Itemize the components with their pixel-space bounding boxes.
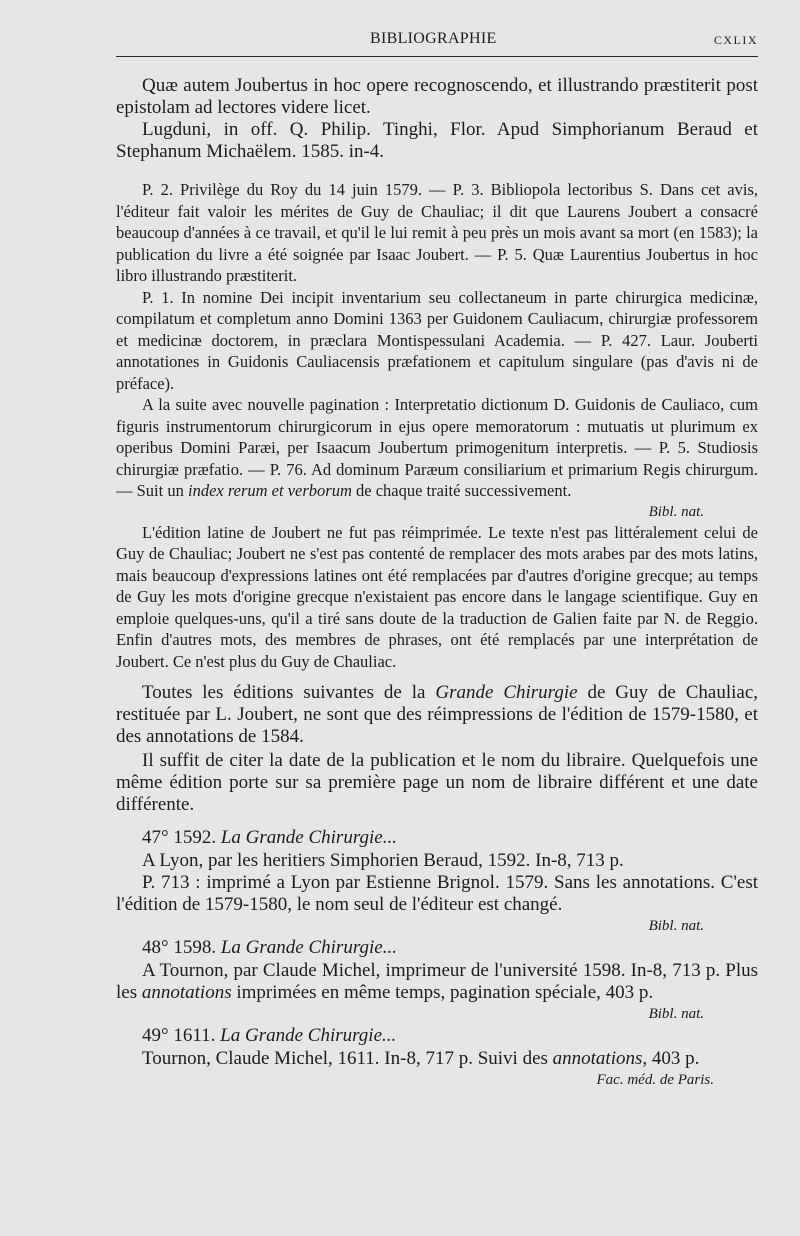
library-source: Bibl. nat. [648,1006,704,1022]
note-paragraph-commentary: L'édition latine de Joubert ne fut pas réimprimée. Le texte n'est pas littéralement celui de Guy de Chauliac; Joubert ne s'est pas contenté de remplacer des mots arabes par des mots latins, mais beaucoup d'expressions latines ont été remplacées par d'autres d'origine grecque; au temps de Guy les mots d'origine grecque n'existaient pas encore dans le langage scientifique. Guy en emploie quelques-uns, qu'il a tiré sans doute de la traduction de Galien faite par N. de Reggio. Enfin d'autres mots, des membres de phrases, ont été remplacés par une interprétation de Joubert. Ce n'est plus du Guy de Chauliac. [116,522,758,671]
entry-number: 48° 1598. [142,937,217,958]
running-head [116,26,758,57]
body-section [116,682,758,816]
library-source: Bibl. nat. [648,503,704,520]
page-number: CXLIX [713,33,758,47]
entry-italic: annotations [141,982,232,1003]
note-paragraph-inventarium: P. 1. In nomine Dei incipit inventarium seu collectaneum in parte chirurgica medicinæ, compilatum et completum anno Domini 1363 per Guidonem Cauliacum, chirurgiæ professorem et medicinæ doctorem, in præclara Montispessulani Academia. — P. 427. Laur. Jouberti annotationes in Guidonis Cauliacensis præfationem et capitulum singulare (pas d'avis ni de préface). [116,287,758,393]
entry-number: 47° 1592. [142,827,217,848]
entry-title: La Grande Chirurgie... [220,827,397,848]
body-text: Toutes les éditions suivantes de la [142,682,436,703]
entry-heading [116,1024,758,1048]
library-source: Bibl. nat. [648,918,704,934]
entry-title: La Grande Chirurgie... [220,1025,397,1046]
body-paragraph-editions [116,682,758,748]
body-paragraph-citing: Il suffit de citer la date de la publication et le nom du libraire. Quelquefois une même édition porte sur sa première page un nom de libraire différent et une date différente. [116,750,758,815]
imprint-paragraph: Lugduni, in off. Q. Philip. Tinghi, Flor. Apud Simphorianum Beraud et Stephanum Michaëlem. 1585. in-4. [116,119,758,162]
entry-italic: annotations [552,1048,643,1069]
entry-text: A Lyon, par les heritiers Simphorien Beraud, 1592. In-8, 713 p. [142,850,624,871]
entry-text-part: imprimées en même temps, pagination spéciale, 403 p. [231,982,654,1003]
body-text-tail: de Guy de Chauliac, restituée par L. Joubert, ne sont que des réimpressions de l'édition de 1579-1580, et des annotations de 1584. [116,682,758,747]
note-italic-text: index rerum et verborum [187,481,352,500]
running-title: BIBLIOGRAPHIE [370,30,497,47]
notes-section [116,179,758,672]
bibliography-entry [116,826,758,936]
entry-heading [116,936,758,960]
body-italic-title: Grande Chirurgie [435,682,578,703]
bibliography-entry [116,936,758,1024]
entry-text-part: , 403 p. [642,1048,700,1069]
library-source: Fac. méd. de Paris. [596,1072,714,1088]
entry-text [116,960,758,1004]
note-paragraph-privilege: P. 2. Privilège du Roy du 14 juin 1579. — P. 3. Bibliopola lectoribus S. Dans cet avis, l'éditeur fait valoir les mérites de Guy de Chauliac; il dit que Laurens Joubert a consacré beaucoup d'années à ce travail, et qu'il le lui remit à peu près un mois avant sa mort (en 1583); la publication du livre a été soignée par Isaac Joubert. — P. 5. Quæ Laurentius Joubertus in hoc libro illustrando præstiterit. [116,180,758,285]
bibliography-entry [116,1024,758,1090]
note-text-tail: de chaque traité successivement. [351,481,572,500]
intro-paragraph: Quæ autem Joubertus in hoc opere recognoscendo, et illustrando præstiterit post epistolam ad lectores videre licet. [116,75,758,118]
entries-list [116,826,758,1090]
note-text: A la suite avec nouvelle pagination : Interpretatio dictionum D. Guidonis de Cauliaco, cum figuris instrumentorum chirurgicorum in ejus opere memoratorum : mutuatis ut plurimum ex operibus Domini Paræi, per Isaacum Joubertum primogenitum interpretis. — P. 5. Studiosis chirurgiæ præfatio. — P. 76. Ad dominum Paræum consiliarium et primarium Regis chirurgum. — Suit un [116,395,758,500]
entry-heading [116,826,758,850]
entry-text [116,1048,758,1070]
entry-title: La Grande Chirurgie... [220,937,397,958]
entry-text: P. 713 : imprimé a Lyon par Estienne Brignol. 1579. Sans les annotations. C'est l'édition de 1579-1580, le nom seul de l'éditeur est changé. [116,872,758,915]
entry-text-part: Tournon, Claude Michel, 1611. In-8, 717 p. Suivi des [142,1048,553,1069]
entry-text-part: A Tournon, par Claude Michel, imprimeur de l'université 1598. In-8, 713 p. Plus les [116,960,758,1003]
note-paragraph-interpretatio [116,394,758,502]
entry-number: 49° 1611. [142,1025,216,1046]
intro-section [116,75,758,163]
